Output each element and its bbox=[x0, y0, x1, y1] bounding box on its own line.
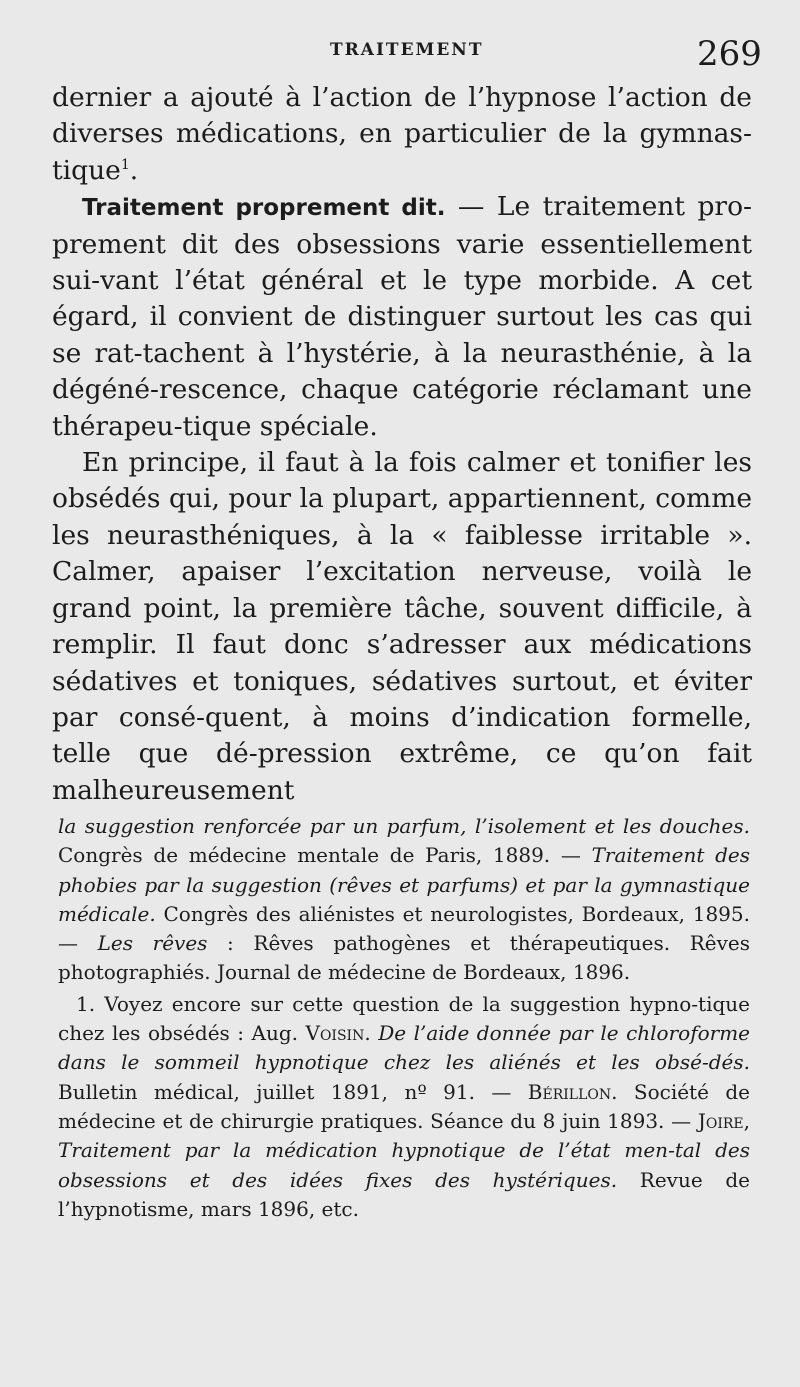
note-title: De l’aide donnée par le chloroforme dans le sommeil hypnotique chez les aliénés et les obsé-dés. bbox=[58, 1021, 750, 1075]
paragraph-continuation bbox=[52, 80, 752, 189]
main-text bbox=[52, 80, 752, 809]
page-number: 269 bbox=[697, 34, 762, 74]
note-text: Congrès de médecine mentale de Paris, 1889. — bbox=[58, 843, 592, 868]
paragraph-1-end: . bbox=[129, 154, 139, 186]
paragraph-principe: En principe, il faut à la fois calmer et tonifier les obsédés qui, pour la plupart, appartiennent, comme les neurasthéniques, à la « faiblesse irritable ». Calmer, apaiser l’excitation nerveuse, voilà le grand point, la première tâche, souvent difficile, à remplir. Il faut donc s’adresser aux médications sédatives et toniques, sédatives surtout, et éviter par consé-quent, à moins d’indication formelle, telle que dé-pression extrême, ce qu’on fait malheureusement bbox=[52, 447, 752, 806]
note-author: Joire bbox=[697, 1108, 744, 1133]
note-title: Les rêves bbox=[97, 931, 208, 956]
running-head: TRAITEMENT bbox=[330, 40, 484, 60]
page-header bbox=[0, 34, 800, 84]
paragraph-2-text: — Le traitement pro-prement dit des obsessions varie essentiellement sui-vant l’état général et le type morbide. A cet égard, il convient de distinguer surtout les cas qui se rat-tachent à l’hystérie, à la neurasthénie, à la dégéné-rescence, chaque catégorie réclamant une thérapeu-tique spéciale. bbox=[52, 191, 752, 442]
note-text: . Société de médecine et de chirurgie pratiques. Séance du 8 juin 1893. — bbox=[58, 1079, 750, 1133]
paragraph-1-text: dernier a ajouté à l’action de l’hypnose l’action de diverses médications, en particulier de la gymnas-tique bbox=[52, 82, 752, 186]
footnote-number: 1. bbox=[76, 991, 96, 1016]
footnotes bbox=[58, 812, 750, 1224]
note-text: : Rêves pathogènes et thérapeutiques. Rêves photographiés. Journal de médecine de Bordeaux, 1896. bbox=[58, 931, 750, 985]
note-author: Voisin bbox=[305, 1021, 365, 1046]
note-text: Congrès des aliénistes et neurologistes, Bordeaux, 1895. — bbox=[58, 901, 750, 956]
note-title: la suggestion renforcée par un parfum, l’isolement et les douches. bbox=[58, 814, 750, 838]
section-heading: Traitement proprement dit. bbox=[82, 195, 446, 222]
note-text: Voyez encore sur cette question de la suggestion hypno-tique chez les obsédés : Aug. bbox=[58, 991, 750, 1046]
note-title: Traitement par la médication hypnotique de l’état men-tal des obsessions et des idées fixes des hystériques. bbox=[58, 1138, 750, 1192]
note-text: Bulletin médical, juillet 1891, nº 91. — bbox=[58, 1079, 528, 1104]
note-text: , bbox=[743, 1108, 750, 1133]
note-text: . bbox=[364, 1021, 379, 1046]
note-author: Bérillon bbox=[527, 1079, 612, 1104]
footnote-reference: 1 bbox=[120, 156, 130, 173]
footnote-1 bbox=[58, 990, 750, 1224]
paragraph-traitement bbox=[52, 189, 752, 445]
note-title: Traitement des phobies par la suggestion (rêves et parfums) et par la gymnastique médicale. bbox=[58, 843, 750, 926]
footnote-continuation bbox=[58, 812, 750, 988]
note-text: Revue de l’hypnotisme, mars 1896, etc. bbox=[58, 1167, 750, 1221]
